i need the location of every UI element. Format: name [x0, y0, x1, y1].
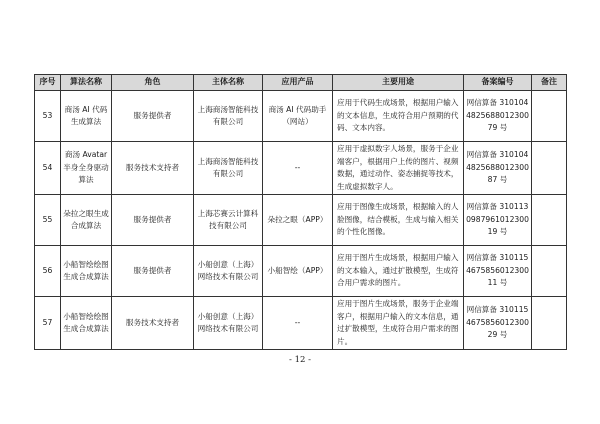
algorithm-name: 小船智绘绘图生成合成算法: [61, 297, 112, 350]
header-cell: 序号: [35, 75, 61, 91]
main-purpose: 应用于图片生成场景，根据用户输入的文本输入，通过扩散模型，生成符合用户需求的图片。: [333, 246, 464, 297]
remarks: [532, 91, 567, 142]
record-number: 网信算备 310115467585601230011 号: [464, 246, 532, 297]
remarks: [532, 297, 567, 350]
table-row: [35, 297, 567, 350]
application-product: 商汤 AI 代码助手（网站）: [263, 91, 333, 142]
row-number: 56: [35, 246, 61, 297]
entity-name: 上海商汤智能科技有限公司: [194, 142, 263, 195]
remarks: [532, 246, 567, 297]
role: 服务提供者: [112, 91, 194, 142]
page-number: - 12 -: [289, 355, 311, 365]
record-number: 网信算备 310104482568801230079 号: [464, 91, 532, 142]
application-product: 朵拉之眼（APP）: [263, 195, 333, 246]
remarks: [532, 142, 567, 195]
application-product: --: [263, 142, 333, 195]
header-cell: 主要用途: [333, 75, 464, 91]
algorithm-name: 商汤 AI 代码生成算法: [61, 91, 112, 142]
row-number: 57: [35, 297, 61, 350]
row-number: 53: [35, 91, 61, 142]
main-purpose: 应用于图像生成场景，根据输入的人脸图像，结合模板，生成与输入相关的个性化图像。: [333, 195, 464, 246]
role: 服务技术支持者: [112, 297, 194, 350]
main-purpose: 应用于图片生成场景，服务于企业端客户，根据用户输入的文本信息，通过扩散模型，生成符合用户需求的图片。: [333, 297, 464, 350]
application-product: 小船智绘（APP）: [263, 246, 333, 297]
record-number: 网信算备 310104482568801230087 号: [464, 142, 532, 195]
header-cell: 算法名称: [61, 75, 112, 91]
entity-name: 小船创意（上海）网络技术有限公司: [194, 246, 263, 297]
header-cell: 备案编号: [464, 75, 532, 91]
algorithm-name: 商汤 Avatar 半身全身驱动算法: [61, 142, 112, 195]
header-cell: 应用产品: [263, 75, 333, 91]
role: 服务提供者: [112, 195, 194, 246]
row-number: 54: [35, 142, 61, 195]
remarks: [532, 195, 567, 246]
header-cell: 主体名称: [194, 75, 263, 91]
main-purpose: 应用于代码生成场景，根据用户输入的文本信息，生成符合用户预期的代码、文本内容。: [333, 91, 464, 142]
record-number: 网信算备 310113098796101230019 号: [464, 195, 532, 246]
header-cell: 角色: [112, 75, 194, 91]
table-header-row: [35, 75, 567, 91]
header-cell: 备注: [532, 75, 567, 91]
application-product: --: [263, 297, 333, 350]
record-number: 网信算备 310115467585601230029 号: [464, 297, 532, 350]
main-purpose: 应用于虚拟数字人场景，服务于企业端客户，根据用户上传的图片、视频数据，通过动作、姿态捕捉等技术，生成虚拟数字人。: [333, 142, 464, 195]
entity-name: 上海芯赛云计算科技有限公司: [194, 195, 263, 246]
algorithm-name: 朵拉之眼生成合成算法: [61, 195, 112, 246]
role: 服务技术支持者: [112, 142, 194, 195]
row-number: 55: [35, 195, 61, 246]
algorithm-registry-table: [34, 74, 567, 350]
entity-name: 上海商汤智能科技有限公司: [194, 91, 263, 142]
algorithm-name: 小船智绘绘图生成合成算法: [61, 246, 112, 297]
table-row: [35, 91, 567, 142]
entity-name: 小船创意（上海）网络技术有限公司: [194, 297, 263, 350]
table-row: [35, 142, 567, 195]
role: 服务提供者: [112, 246, 194, 297]
table-row: [35, 246, 567, 297]
table-row: [35, 195, 567, 246]
